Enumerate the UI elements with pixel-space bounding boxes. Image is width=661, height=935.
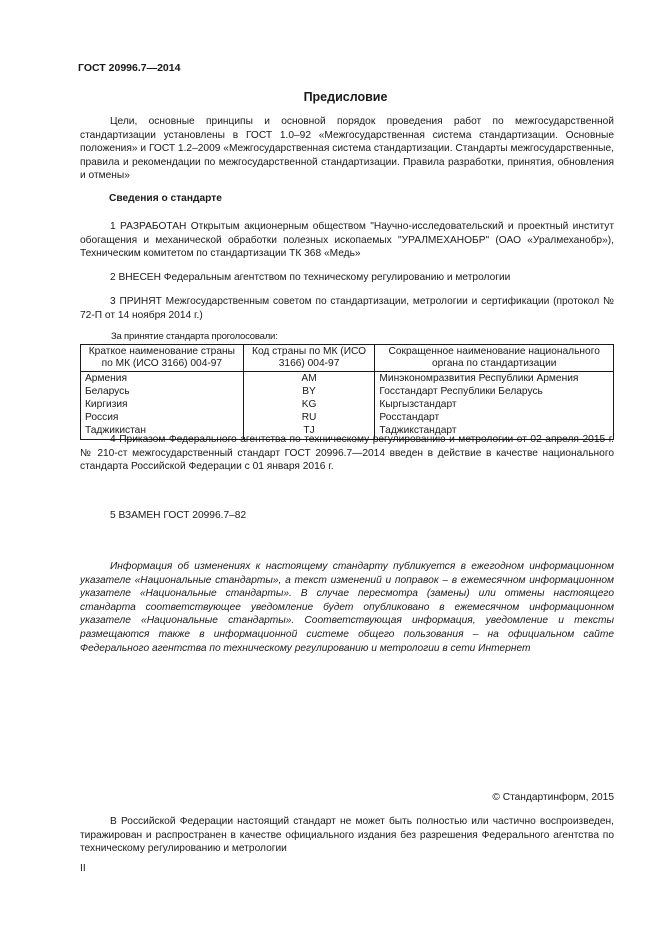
header-code: Код страны по МК (ИСО 3166) 004-97 [243, 345, 375, 372]
enacted-by-paragraph: 4 Приказом Федерального агентства по техническому регулированию и метрологии от 02 апреля 2015 г. № 210-ст межгосударственный стандарт ГОСТ 20996.7—2014 введен в действие в качестве национального стандарта Российской Федерации с 01 января 2016 г. [80, 434, 614, 473]
changes-notice: Информация об изменениях к настоящему стандарту публикуется в ежегодном информационном указателе «Национальные стандарты», а текст изменений и поправок – в ежемесячном информационном указателе «Национальные стандарты». В случае пересмотра (замены) или отмены настоящего стандарта соответствующее уведомление будет опубликовано в ежемесячном информационном указателе «Национальные стандарты». Соответствующая информация, уведомление и тексты размещаются также в информационной системе общего пользования – на официальном сайте Федерального агентства по техническому регулированию и метрологии в сети Интернет [80, 561, 614, 654]
table-row [81, 411, 614, 424]
cell-country: Киргизия [81, 398, 244, 411]
intro-paragraph: Цели, основные принципы и основной порядок проведения работ по межгосударственной стандартизации установлены в ГОСТ 1.0–92 «Межгосударственная система стандартизации. Основные положения» и ГОСТ 1.2–2009 «Межгосударственная система стандартизации. Стандарты межгосударственные, правила и рекомендации по межгосударственной стандартизации. Правила разработки, принятия, обновления и отмены» [80, 116, 614, 182]
cell-agency: Таджикстандарт [375, 424, 614, 440]
rights-notice: В Российской Федерации настоящий стандарт не может быть полностью или частично воспроизведен, тиражирован и распространен в качестве официального издания без разрешения Федерального агентства по техническому регулированию и метрологии [80, 816, 614, 855]
header-agency: Сокращенное наименование национального органа по стандартизации [375, 345, 614, 372]
cell-agency: Госстандарт Республики Беларусь [375, 385, 614, 398]
table-row [81, 385, 614, 398]
cell-code: TJ [243, 424, 375, 440]
vote-table-header-row [81, 345, 614, 372]
cell-country: Таджикистан [81, 424, 244, 440]
adopted-by-paragraph: 3 ПРИНЯТ Межгосударственным советом по стандартизации, метрологии и сертификации (протокол № 72-П от 14 ноября 2014 г.) [80, 296, 614, 321]
vote-table [80, 344, 614, 440]
developed-by-paragraph: 1 РАЗРАБОТАН Открытым акционерным обществом "Научно-исследовательский и проектный институт обогащения и механической обработки полезных ископаемых "УРАЛМЕХАНОБР" (ОАО «Уралмеханобр»), Техническим комитетом по стандартизации ТК 368 «Медь» [80, 221, 614, 260]
cell-code: BY [243, 385, 375, 398]
vote-table-caption: За принятие стандарта проголосовали: [111, 331, 278, 342]
submitted-by-paragraph: 2 ВНЕСЕН Федеральным агентством по техническому регулированию и метрологии [110, 272, 511, 283]
cell-country: Армения [81, 372, 244, 386]
cell-country: Россия [81, 411, 244, 424]
cell-code: AM [243, 372, 375, 386]
cell-agency: Минэкономразвития Республики Армения [375, 372, 614, 386]
page-number: II [80, 863, 86, 874]
section-heading: Сведения о стандарте [109, 193, 222, 204]
cell-country: Беларусь [81, 385, 244, 398]
cell-agency: Росстандарт [375, 411, 614, 424]
cell-agency: Кыргызстандарт [375, 398, 614, 411]
cell-code: KG [243, 398, 375, 411]
table-row [81, 398, 614, 411]
cell-code: RU [243, 411, 375, 424]
document-code-header: ГОСТ 20996.7—2014 [78, 62, 181, 74]
page-title: Предисловие [303, 90, 388, 104]
table-row [81, 372, 614, 386]
copyright-line: © Стандартинформ, 2015 [492, 792, 614, 803]
replaces-paragraph: 5 ВЗАМЕН ГОСТ 20996.7–82 [110, 510, 247, 521]
header-country: Краткое наименование страны по МК (ИСО 3166) 004-97 [81, 345, 244, 372]
